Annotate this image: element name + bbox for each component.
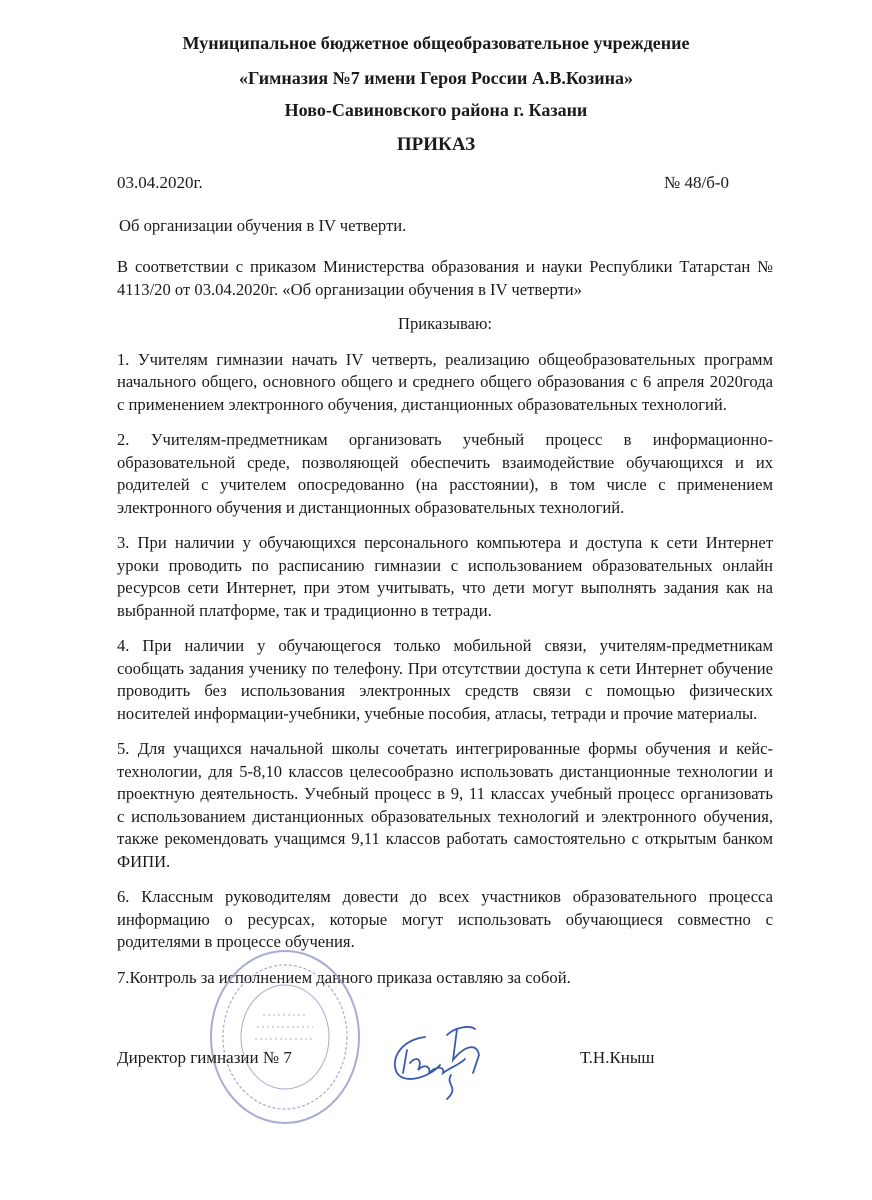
paragraph-line: информацию о ресурсах, которые могут использовать обучающиеся совместно с xyxy=(117,909,773,929)
order-paragraph-5 xyxy=(117,738,773,873)
signatory-name: Т.Н.Кныш xyxy=(580,1048,655,1067)
district-name: Ново-Савиновского района г. Казани xyxy=(284,100,588,120)
order-paragraph-4 xyxy=(117,635,773,725)
preamble xyxy=(117,256,773,301)
paragraph-line: родителями в процессе обучения. xyxy=(117,932,355,951)
paragraph-line: носителей информации-учебники, учебные пособия, атласы, тетради и прочие материалы. xyxy=(117,703,758,723)
paragraph-line: 2. Учителям-предметникам организовать учебный процесс в информационно- xyxy=(117,430,773,449)
order-paragraph-6 xyxy=(117,886,773,954)
signatory-position: Директор гимназии № 7 xyxy=(117,1048,292,1067)
paragraph-line: выбранной платформе, так и традиционно в тетради. xyxy=(117,600,492,620)
order-number: № 48/б-0 xyxy=(664,173,730,192)
order-date: 03.04.2020г. xyxy=(117,173,203,192)
paragraph-line: начального общего, основного общего и среднего общего образования с 6 апреля 2020года xyxy=(117,372,773,391)
order-paragraphs xyxy=(117,349,773,990)
paragraph-line: также рекомендовать учащимся 9,11 классов работать самостоятельно с открытым банком xyxy=(117,829,773,848)
order-subject: Об организации обучения в IV четверти. xyxy=(119,216,407,235)
order-paragraph-1 xyxy=(117,349,773,417)
order-word: Приказываю: xyxy=(397,314,493,333)
gymnasium-name: «Гимназия №7 имени Героя России А.В.Козина» xyxy=(239,68,633,88)
paragraph-line: 7.Контроль за исполнением данного приказа оставляю за собой. xyxy=(117,967,571,987)
paragraph-line: электронного обучения и дистанционных образовательных технологий. xyxy=(117,497,625,517)
paragraph-line: 1. Учителям гимназии начать IV четверть, реализацию общеобразовательных программ xyxy=(117,349,773,369)
order-paragraph-3 xyxy=(117,532,773,622)
paragraph-line: с использованием дистанционных образовательных технологий и электронного обучения, xyxy=(117,806,773,826)
paragraph-line: 3. При наличии у обучающихся персонального компьютера и доступа к сети Интернет xyxy=(117,533,773,552)
paragraph-line: проектную деятельность. Учебный процесс в 9, 11 классах учебный процесс организовать xyxy=(117,784,773,803)
paragraph-line: уроки проводить по расписанию гимназии с использованием образовательных онлайн xyxy=(117,555,773,575)
paragraph-line: сообщать задания ученику по телефону. При отсутствии доступа к сети Интернет обучение xyxy=(117,658,773,678)
institution-name: Муниципальное бюджетное общеобразовательное учреждение xyxy=(182,33,690,53)
signature-row xyxy=(117,1047,773,1071)
preamble-line: В соответствии с приказом Министерства образования и науки Республики Татарстан № xyxy=(117,257,773,276)
paragraph-line: с применением электронного обучения, дистанционных образовательных технологий. xyxy=(117,394,727,414)
order-body xyxy=(117,256,773,1071)
document-title: ПРИКАЗ xyxy=(396,134,476,155)
paragraph-line: 4. При наличии у обучающегося только мобильной связи, учителям-предметникам xyxy=(117,636,773,655)
paragraph-line: 5. Для учащихся начальной школы сочетать интегрированные формы обучения и кейс- xyxy=(117,739,773,758)
order-paragraph-7 xyxy=(117,967,773,990)
order-paragraph-2 xyxy=(117,429,773,519)
paragraph-line: ФИПИ. xyxy=(117,851,171,871)
paragraph-line: технологии, для 5-8,10 классов целесообразно использовать дистанционные технологии и xyxy=(117,761,773,781)
paragraph-line: 6. Классным руководителям довести до всех участников образовательного процесса xyxy=(117,887,773,906)
handwritten-signature xyxy=(385,1015,495,1105)
paragraph-line: образовательной среде, позволяющей обеспечить взаимодействие обучающихся и их xyxy=(117,452,773,472)
paragraph-line: родителей с учителем опосредованно (на расстоянии), в том числе с применением xyxy=(117,475,773,494)
paragraph-line: проводить без использования электронных средств связи с помощью физических xyxy=(117,681,773,700)
preamble-line: 4113/20 от 03.04.2020г. «Об организации обучения в IV четверти» xyxy=(117,279,582,299)
paragraph-line: ресурсов сети Интернет, при этом учитывать, что дети могут выполнять задания как на xyxy=(117,578,773,597)
